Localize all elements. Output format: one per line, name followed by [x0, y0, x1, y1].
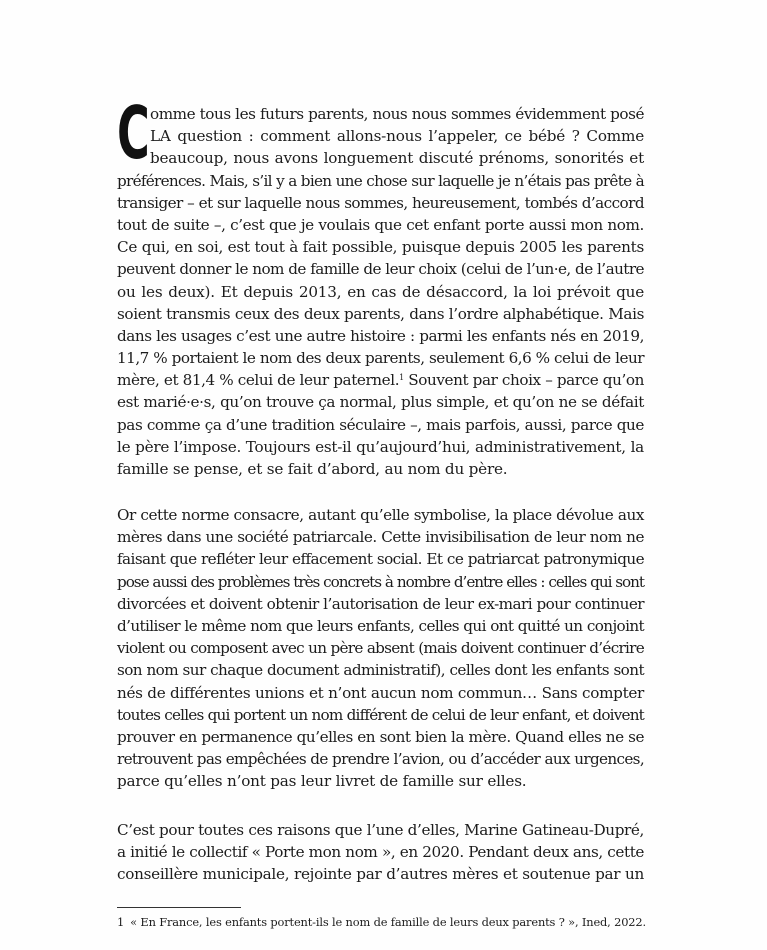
- text-line: mères dans une société patriarcale. Cette invisibilisation de leur nom ne: [117, 528, 644, 547]
- text-line: pas comme ça d’une tradition séculaire –, mais parfois, aussi, parce que: [117, 415, 644, 434]
- text-line: famille se pense, et se fait d’abord, au nom du père.: [117, 460, 508, 478]
- text-line: 11,7 % portaient le nom des deux parents, seulement 6,6 % celui de leur: [117, 349, 644, 368]
- footnote: [117, 914, 657, 930]
- text-line: dans les usages c’est une autre histoire : parmi les enfants nés en 2019,: [117, 326, 644, 345]
- text-line: ou les deux). Et depuis 2013, en cas de désaccord, la loi prévoit que: [117, 282, 644, 301]
- text-segment: Souvent par choix – parce qu’on: [403, 371, 644, 390]
- text-line: soient transmis ceux des deux parents, dans l’ordre alphabétique. Mais: [117, 304, 644, 323]
- text-line: a initié le collectif « Porte mon nom », en 2020. Pendant deux ans, cette: [117, 843, 644, 862]
- text-line: parce qu’elles n’ont pas leur livret de famille sur elles.: [117, 772, 527, 791]
- text-line: prouver en permanence qu’elles en sont bien la mère. Quand elles ne se: [117, 727, 644, 746]
- text-line: préférences. Mais, s’il y a bien une chose sur laquelle je n’étais pas prête à: [117, 171, 644, 190]
- text-line: le père l’impose. Toujours est-il qu’aujourd’hui, administrativement, la: [117, 437, 644, 456]
- footnote-number: 1: [117, 915, 125, 929]
- text-line: toutes celles qui portent un nom différent de celui de leur enfant, et doivent: [117, 705, 644, 724]
- text-line: C’est pour toutes ces raisons que l’une d’elles, Marine Gatineau-Dupré,: [117, 821, 644, 839]
- text-line: pose aussi des problèmes très concrets à nombre d’entre elles : celles qui sont: [117, 572, 644, 591]
- paragraph-1: [117, 91, 644, 480]
- text-line: nés de différentes unions et n’ont aucun nom commun… Sans compter: [117, 683, 644, 702]
- footnote-separator: [117, 907, 241, 908]
- text-line: peuvent donner le nom de famille de leur choix (celui de l’un·e, de l’autre: [117, 260, 644, 279]
- text-line: d’utiliser le même nom que leurs enfants, celles qui ont quitté un conjoint: [117, 616, 644, 635]
- text-line: faisant que refléter leur effacement social. Et ce patriarcat patronymique: [117, 550, 644, 569]
- text-line: tout de suite –, c’est que je voulais que cet enfant porte aussi mon nom.: [117, 215, 644, 234]
- text-line: conseillère municipale, rejointe par d’autres mères et soutenue par un: [117, 865, 644, 884]
- text-line: son nom sur chaque document administratif), celles dont les enfants sont: [117, 661, 644, 680]
- footnote-text: « En France, les enfants portent-ils le nom de famille de leurs deux parents ? », Ined, 2022.: [130, 915, 646, 929]
- text-line-with-footnote: [117, 369, 644, 391]
- text-segment: mère, et 81,4 % celui de leur paternel.: [117, 371, 400, 390]
- drop-cap: C: [117, 91, 150, 175]
- text-line: Or cette norme consacre, autant qu’elle symbolise, la place dévolue aux: [117, 506, 644, 524]
- text-line: retrouvent pas empêchées de prendre l’avion, ou d’accéder aux urgences,: [117, 750, 644, 769]
- text-line: divorcées et doivent obtenir l’autorisation de leur ex-mari pour continuer: [117, 594, 644, 613]
- footnote-reference[interactable]: 1: [399, 373, 404, 383]
- text-line: est marié·e·s, qu’on trouve ça normal, plus simple, et qu’on ne se défait: [117, 393, 644, 412]
- paragraph-2: [117, 504, 644, 792]
- text-line: transiger – et sur laquelle nous sommes, heureusement, tombés d’accord: [117, 193, 644, 212]
- paragraph-3: [117, 819, 644, 886]
- text-line: LA question : comment allons-nous l’appeler, ce bébé ? Comme: [150, 127, 644, 146]
- text-line: violent ou composent avec un père absent (mais doivent continuer d’écrire: [117, 639, 644, 658]
- text-line: omme tous les futurs parents, nous nous sommes évidemment posé: [150, 105, 644, 123]
- text-line: beaucoup, nous avons longuement discuté prénoms, sonorités et: [150, 149, 644, 168]
- text-line: Ce qui, en soi, est tout à fait possible, puisque depuis 2005 les parents: [117, 238, 644, 257]
